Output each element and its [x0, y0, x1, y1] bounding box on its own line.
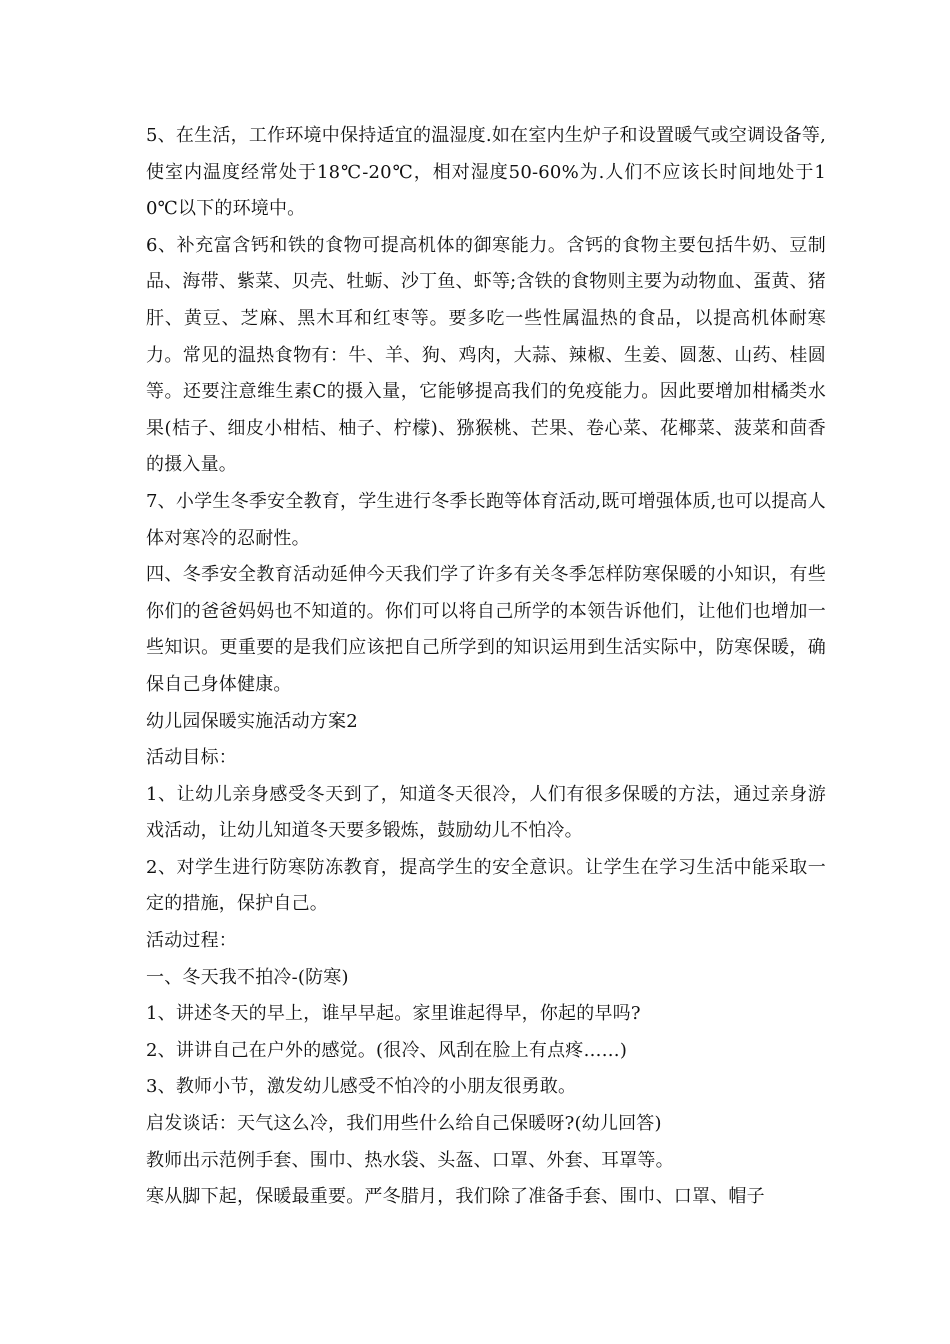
teacher-demo: 教师出示范例手套、围巾、热水袋、头盔、口罩、外套、耳罩等。	[146, 1149, 674, 1171]
paragraph-item-6: 6、补充富含钙和铁的食物可提高机体的御寒能力。含钙的食物主要包括牛奶、豆制品、海带、紫菜、贝壳、牡蛎、沙丁鱼、虾等;含铁的食物则主要为动物血、蛋黄、猪肝、黄豆、芝麻、黑木耳和红枣等。要多吃一些性属温热的食品，以提高机体耐寒力。常见的温热食物有：牛、羊、狗、鸡肉，大蒜、辣椒、生姜、圆葱、山药、桂圆等。还要注意维生素C的摄入量，它能够提高我们的免疫能力。因此要增加柑橘类水果(桔子、细皮小柑桔、柚子、柠檬)、猕猴桃、芒果、卷心菜、花椰菜、菠菜和茴香的摄入量。	[146, 234, 826, 476]
goal-item-2: 2、对学生进行防寒防冻教育，提高学生的安全意识。让学生在学习生活中能采取一定的措施，保护自己。	[146, 856, 826, 915]
document-body	[146, 118, 826, 1216]
paragraph-item-7: 7、小学生冬季安全教育，学生进行冬季长跑等体育活动,既可增强体质,也可以提高人体对寒冷的忍耐性。	[146, 490, 826, 549]
goal-item-1: 1、让幼儿亲身感受冬天到了，知道冬天很冷，人们有很多保暖的方法，通过亲身游戏活动，让幼儿知道冬天要多锻炼，鼓励幼儿不怕冷。	[146, 783, 826, 842]
section-title: 幼儿园保暖实施活动方案2	[146, 710, 358, 732]
process-step-1: 1、讲述冬天的早上，谁早早起。家里谁起得早，你起的早吗?	[146, 1003, 641, 1025]
process-step-3: 3、教师小节，激发幼儿感受不怕冷的小朋友很勇敢。	[146, 1076, 577, 1098]
paragraph-section-4: 四、冬季安全教育活动延伸今天我们学了许多有关冬季怎样防寒保暖的小知识，有些你们的爸爸妈妈也不知道的。你们可以将自己所学的本领告诉他们，让他们也增加一些知识。更重要的是我们应该把自己所学到的知识运用到生活实际中，防寒保暖，确保自己身体健康。	[146, 564, 826, 695]
goals-heading: 活动目标：	[146, 747, 237, 769]
process-section-1: 一、冬天我不拍冷-(防寒)	[146, 966, 349, 988]
closing-paragraph: 寒从脚下起，保暖最重要。严冬腊月，我们除了准备手套、围巾、口罩、帽子	[146, 1186, 765, 1208]
process-heading: 活动过程：	[146, 930, 237, 952]
discussion-prompt: 启发谈话：天气这么冷，我们用些什么给自己保暖呀?(幼儿回答)	[146, 1113, 662, 1135]
process-step-2: 2、讲讲自己在户外的感觉。(很冷、风刮在脸上有点疼……)	[146, 1039, 628, 1061]
paragraph-item-5: 5、在生活，工作环境中保持适宜的温湿度.如在室内生炉子和设置暖气或空调设备等,使室内温度经常处于18℃-20℃，相对湿度50-60%为.人们不应该长时间地处于10℃以下的环境中。	[146, 125, 826, 220]
